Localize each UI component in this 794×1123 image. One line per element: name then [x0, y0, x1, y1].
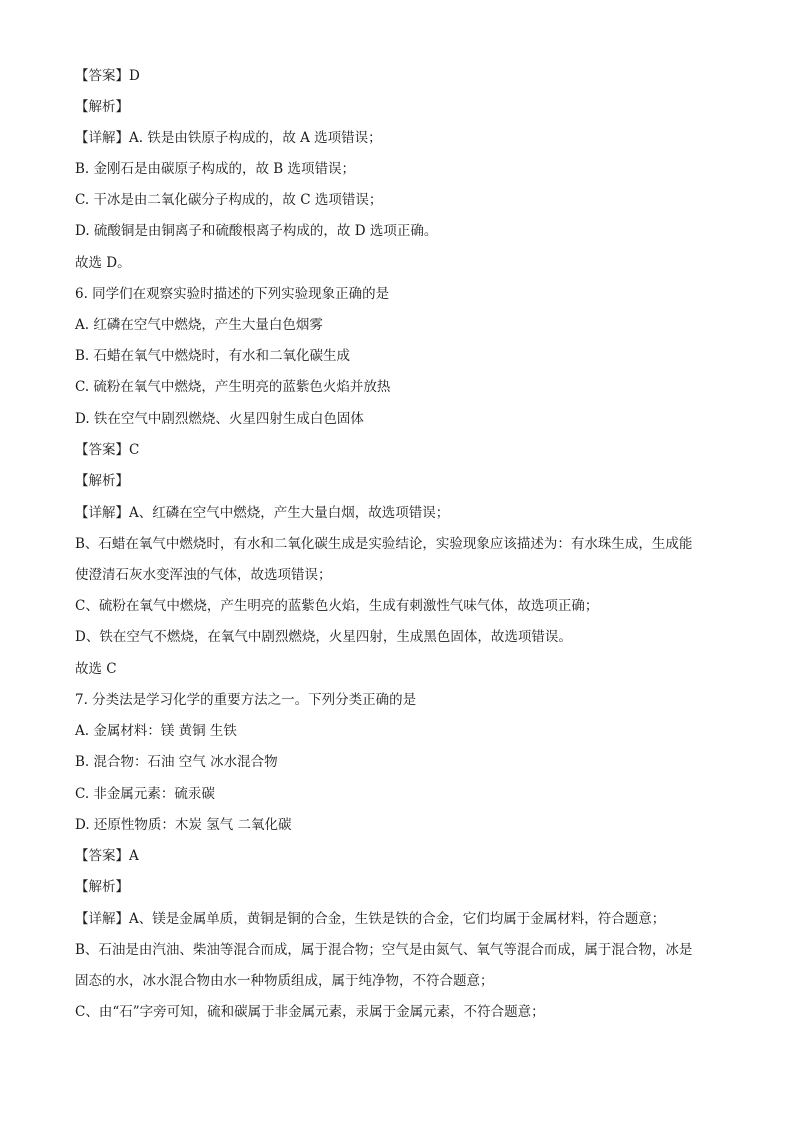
detail-line: 使澄清石灰水变浑浊的气体，故选项错误； — [75, 567, 332, 583]
conclusion-line: 故选 C — [75, 661, 117, 677]
analysis-heading: 【解析】 — [75, 473, 129, 489]
option-line: B. 混合物：石油 空气 冰水混合物 — [75, 754, 278, 770]
option-line: D. 铁在空气中剧烈燃烧、火星四射生成白色固体 — [75, 411, 364, 427]
option-line: D. 还原性物质：木炭 氢气 二氧化碳 — [75, 817, 292, 833]
detail-line: 【详解】A. 铁是由铁原子构成的，故 A 选项错误； — [75, 130, 382, 146]
question-stem: 7. 分类法是学习化学的重要方法之一。下列分类正确的是 — [75, 692, 417, 708]
question-stem: 6. 同学们在观察实验时描述的下列实验现象正确的是 — [75, 286, 390, 302]
answer-line: 【答案】A — [75, 848, 139, 864]
detail-line: C. 干冰是由二氧化碳分子构成的，故 C 选项错误； — [75, 192, 383, 208]
detail-line: 固态的水，冰水混合物由水一种物质组成，属于纯净物，不符合题意； — [75, 973, 494, 989]
detail-line: D. 硫酸铜是由铜离子和硫酸根离子构成的，故 D 选项正确。 — [75, 223, 438, 239]
detail-line: C、由“石”字旁可知，硫和碳属于非金属元素，汞属于金属元素，不符合题意； — [75, 1004, 545, 1020]
option-line: A. 红磷在空气中燃烧，产生大量白色烟雾 — [75, 317, 323, 333]
detail-line: 【详解】A、红磷在空气中燃烧，产生大量白烟，故选项错误； — [75, 505, 450, 521]
detail-line: B、石蜡在氧气中燃烧时，有水和二氧化碳生成是实验结论，实验现象应该描述为：有水珠生成，生成能 — [75, 536, 693, 552]
option-line: B. 石蜡在氧气中燃烧时，有水和二氧化碳生成 — [75, 348, 351, 364]
detail-line: B. 金刚石是由碳原子构成的，故 B 选项错误； — [75, 161, 356, 177]
detail-line: B、石油是由汽油、柴油等混合而成，属于混合物；空气是由氮气、氧气等混合而成，属于混合物，冰是 — [75, 942, 693, 958]
analysis-heading: 【解析】 — [75, 879, 129, 895]
detail-line: D、铁在空气不燃烧，在氧气中剧烈燃烧，火星四射，生成黑色固体，故选项错误。 — [75, 629, 572, 645]
answer-line: 【答案】D — [75, 68, 140, 84]
option-line: C. 非金属元素：硫汞碳 — [75, 786, 215, 802]
analysis-heading: 【解析】 — [75, 99, 129, 115]
detail-line: C、硫粉在氧气中燃烧，产生明亮的蓝紫色火焰，生成有刺激性气味气体，故选项正确； — [75, 598, 599, 614]
detail-line: 【详解】A、镁是金属单质，黄铜是铜的合金，生铁是铁的合金，它们均属于金属材料，符合题意； — [75, 911, 666, 927]
conclusion-line: 故选 D。 — [75, 255, 131, 271]
answer-line: 【答案】C — [75, 442, 140, 458]
option-line: C. 硫粉在氧气中燃烧，产生明亮的蓝紫色火焰并放热 — [75, 379, 391, 395]
option-line: A. 金属材料：镁 黄铜 生铁 — [75, 723, 237, 739]
